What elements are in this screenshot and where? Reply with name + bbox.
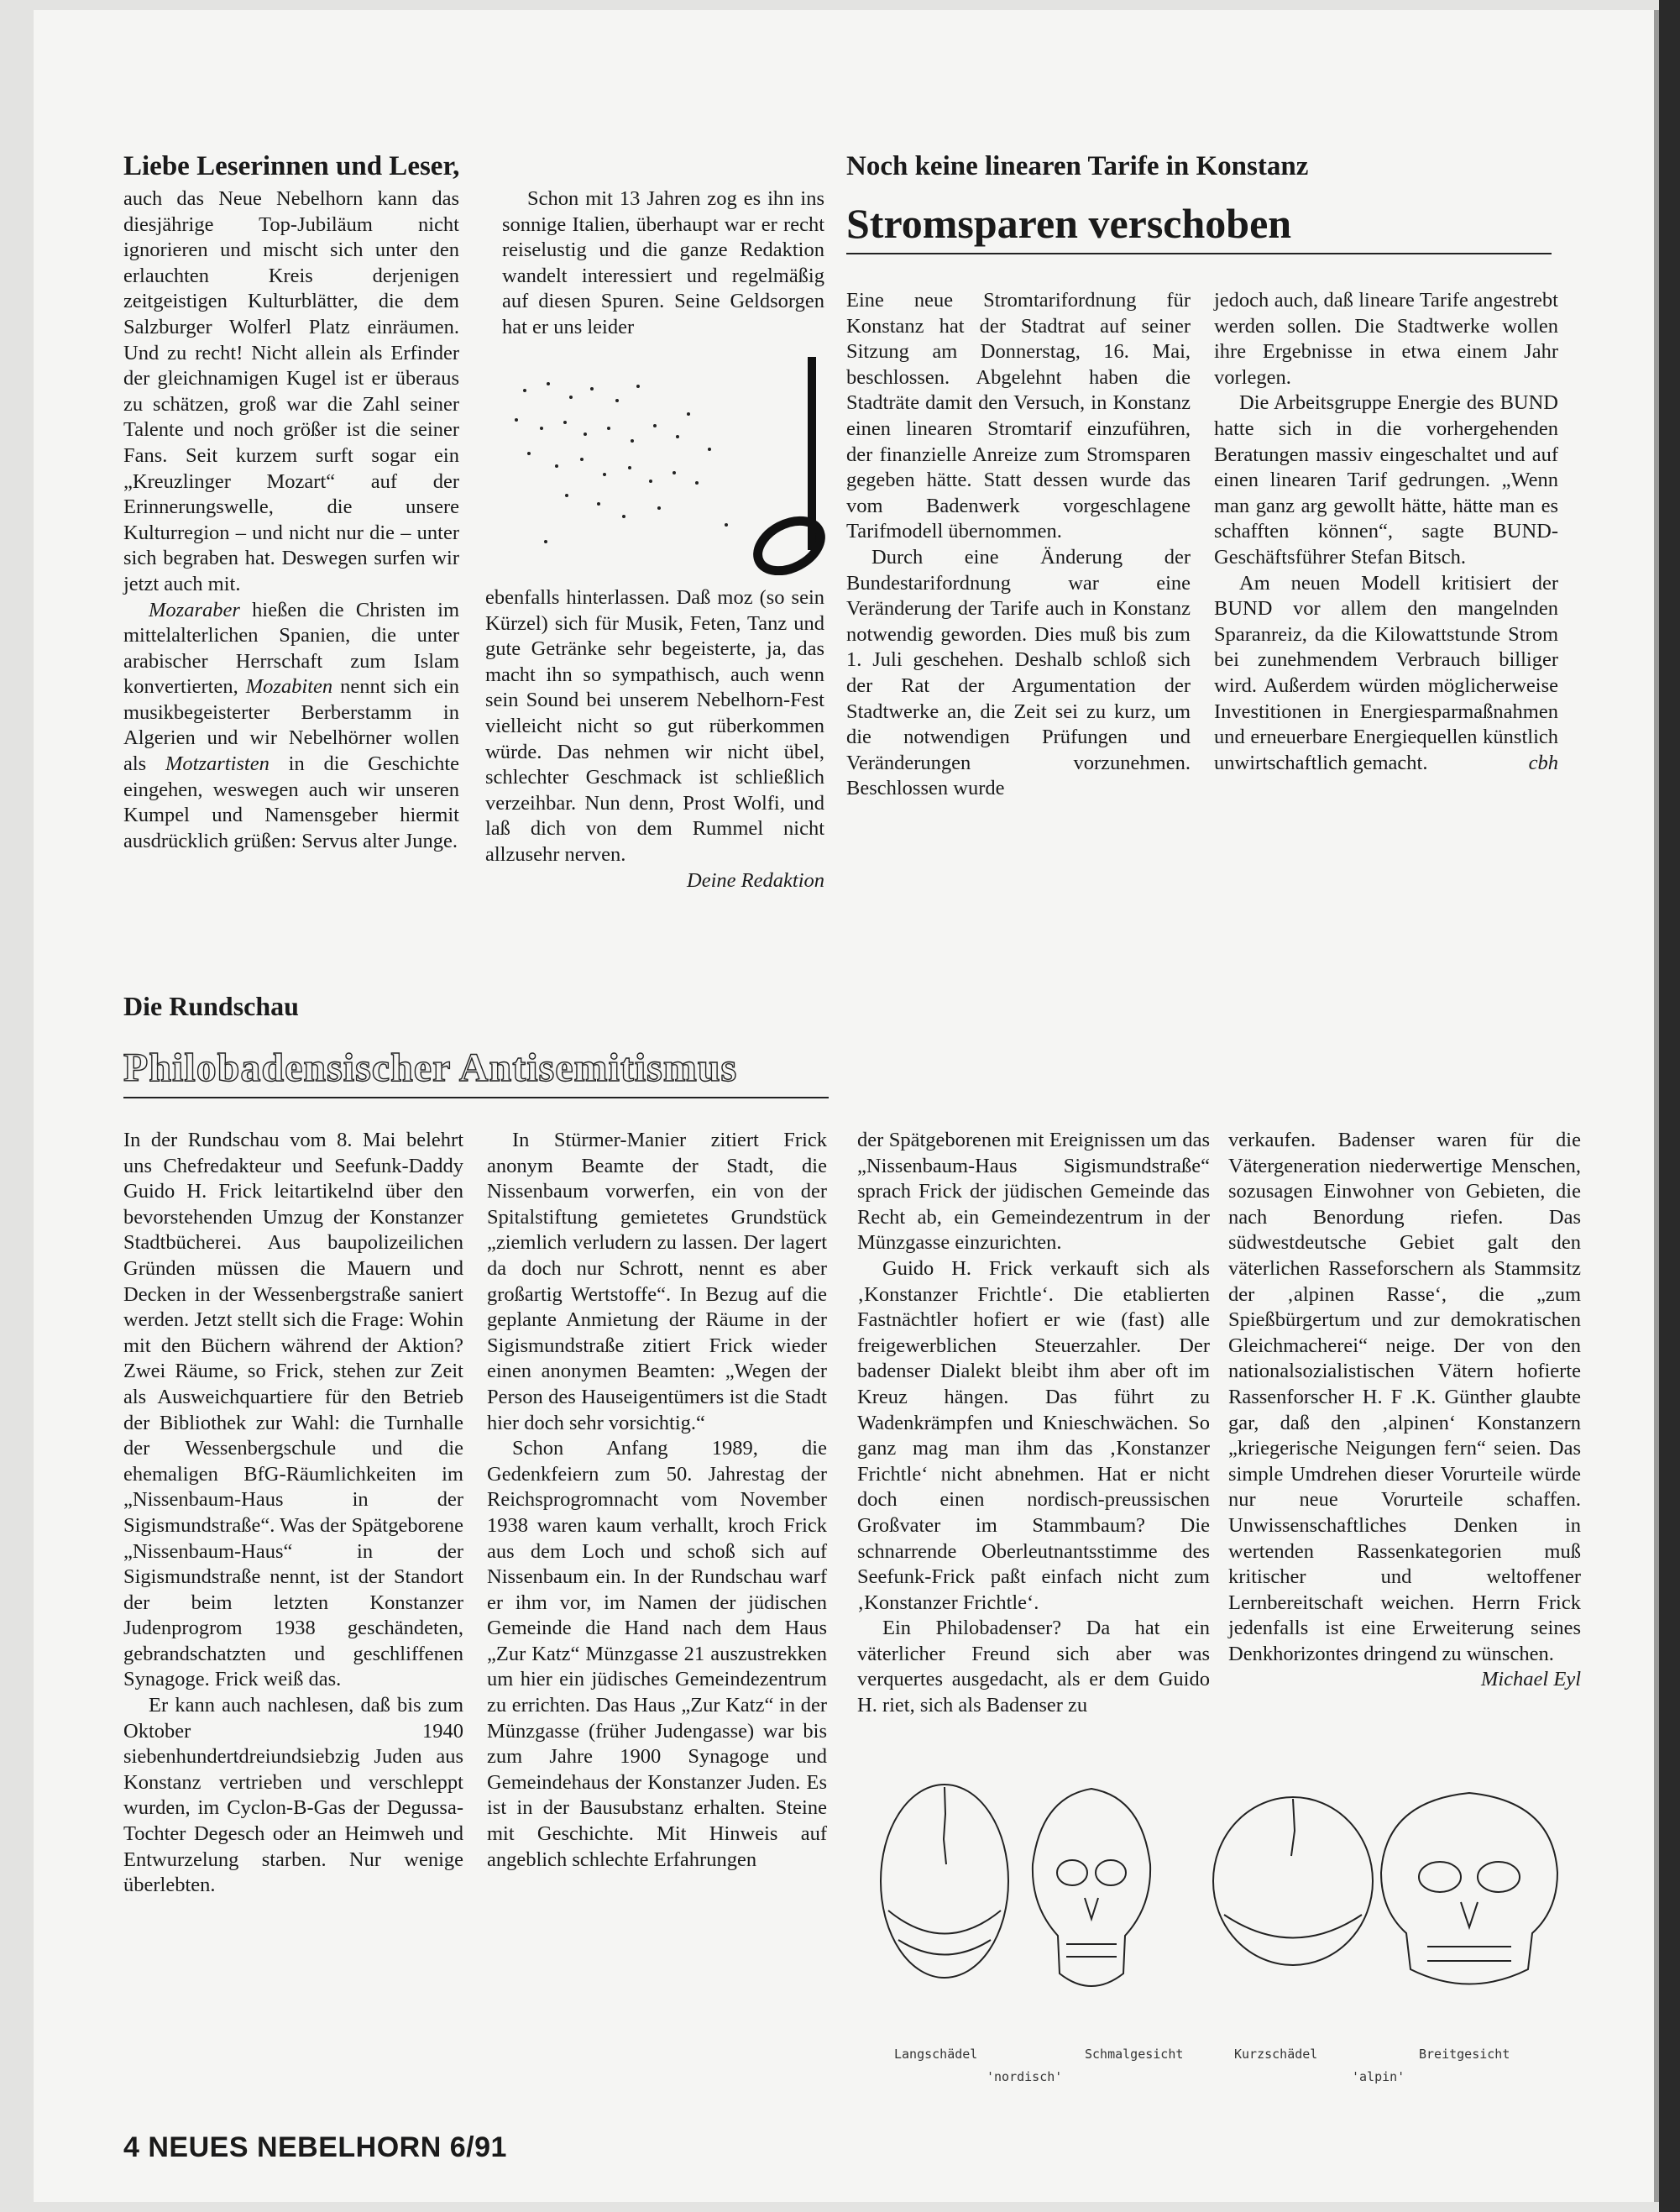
rundschau-title-rule [123,1097,829,1098]
skull-caption-2: Schmalgesicht [1085,2047,1184,2062]
strom-title-rule [846,253,1552,254]
skull-broad-face [1381,1793,1557,1984]
skull-short-back [1213,1797,1373,1965]
rundschau-column-4 [1228,1128,1581,1693]
letter-heading: Liebe Leserinnen und Leser, [123,151,460,181]
rundschau-paragraph: Ein Philobadenser? Da hat ein väterlicher Freund sich aber was verquertes ausgedacht, als er dem Guido H. riet, sich als Badenser zu [857,1617,1210,1717]
letter-paragraph: Schon mit 13 Jahren zog es ihn ins sonnige Italien, überhaupt war er recht reiselustig und die ganze Redaktion wandelt interessiert und regelmäßig auf diesen Spuren. Seine Geldsorgen hat er uns leider [502,187,824,338]
rundschau-paragraph: verkaufen. Badenser waren für die Vätergeneration niederwertige Menschen, sozusagen Einwohner von Gebieten, die nach Benordung riefen. Das südwestdeutsche Gebiet galt den väterlichen Rasseforschern als Stammsitz der ‚alpinen Rasse‘, die „zum Spießbürgertum und zur demokratischen Gleichmacherei“ neige. Der von den nationalsozialistischen Vätern hofierte Rassenforscher H. F .K. Günther glaubte gar, daß den ‚alpinen‘ Konstanzern „kriegerische Neigungen fern“ seien. Das simple Umdrehen dieser Vorurteile würde nur neue Vorurteile schaffen. Unwissenschaftliches Denken in wertenden Rassenkategorien muß kritischer und weltoffener Lernbereitschaft weichen. Herrn Frick jedenfalls ist eine Erweiterung seines Denkhorizontes dringend zu wünschen. Michael Eyl [1228,1128,1581,1667]
rundschau-kicker: Die Rundschau [123,991,299,1021]
music-note-illustration [483,349,835,575]
skull-sublabel-2: 'alpin' [1352,2069,1405,2084]
strom-paragraph: Am neuen Modell kritisiert der BUND vor allem den mangelnden Sparanreiz, da die Kilowattstunde Strom bei zunehmendem Verbrauch billiger wird. Außerdem würden möglicherweise Investitionen in Energiesparmaßnahmen und erneuerbare Energiequellen künstlich unwirtschaftlich gemacht. cbh [1214,571,1558,777]
strom-signature: cbh [1528,751,1558,774]
rundschau-paragraph: Er kann auch nachlesen, daß bis zum Oktober 1940 siebenhundertdreiundsiebzig Juden aus Konstanz vertrieben und verschleppt wurden, im Cyclon-B-Gas der Degussa-Tochter Degesch oder an Heimweh und Entwurzelung starben. Nur wenige überlebten. [123,1694,463,1897]
rundschau-title: Philobadensischer Antisemitismus [123,1046,738,1090]
rundschau-paragraph: der Spätgeborenen mit Ereignissen um das „Nissenbaum-Haus Sigismundstraße“ sprach Frick der jüdischen Gemeinde das Recht ab, ein Gemeindezentrum in der Münzgasse einzurichten. [857,1129,1210,1255]
letter-column-2-top [502,186,824,341]
letter-paragraph: ebenfalls hinterlassen. Daß moz (so sein Kürzel) sich für Musik, Feten, Tanz und gute Getränke sehr begeisterte, ja, das macht ihn so sympathisch, auch wenn sein Sound bei unserem Nebelhorn-Fest vielleicht nicht so gut rüberkommen würde. Das nehmen wir nicht übel, schlechter Geschmack ist schließlich verzeihbar. Nun denn, Prost Wolfi, und laß dich von dem Rummel nicht allzusehr nerven. [485,586,824,866]
rundschau-signature: Michael Eyl [1480,1668,1581,1691]
strom-paragraph: jedoch auch, daß lineare Tarife angestrebt werden sollen. Die Stadtwerke wollen ihre Ergebnisse in etwa einem Jahr vorlegen. [1214,289,1558,389]
skull-sublabel-1: 'nordisch' [987,2069,1063,2084]
scan-edge [1659,0,1680,2212]
rundschau-paragraph: Schon Anfang 1989, die Gedenkfeiern zum 50. Jahrestag der Reichsprogromnacht vom November 1938 waren kaum verhallt, kroch Frick aus dem Loch und schoß sich auf Nissenbaum ein. In der Rundschau warf er ihm vor, im Namen der jüdischen Gemeinde die Hand nach dem Haus „Zur Katz“ Münzgasse 21 auszustrekken um hier ein jüdisches Gemeindezentrum zu errichten. Das Haus „Zur Katz“ in der Münzgasse (früher Judengasse) war bis zum Jahre 1900 Synagoge und Gemeindehaus der Konstanzer Juden. Es ist in der Bausubstanz erhalten. Steine mit Geschichte. Mit Hinweis auf angeblich schlechte Erfahrungen [487,1437,827,1871]
skull-narrow-face [1033,1789,1150,1986]
letter-paragraph: auch das Neue Nebelhorn kann das diesjährige Top-Jubiläum nicht ignorieren und mischt sich unter den erlauchten Kreis derjenigen zeitgeistigen Kulturblätter, die dem Salzburger Wolferl Platz einräumen. Und zu recht! Nicht allein als Erfinder der gleichnamigen Kugel ist er überaus zu schätzen, groß war die Zahl seiner Talente und noch größer ist die seiner Fans. Seit kurzem surft sogar ein „Kreuzlinger Mozart“ auf der Erinnerungswelle, die unsere Kulturregion – und nicht nur die – unter sich begraben hat. Deswegen surfen wir jetzt auch mit. [123,187,459,595]
skull-illustration [865,1722,1587,2049]
strom-column-1 [846,288,1191,802]
strom-kicker: Noch keine linearen Tarife in Konstanz [846,151,1309,181]
letter-signature: Deine Redaktion [687,868,824,892]
letter-column-1 [123,186,459,854]
rundschau-paragraph: Guido H. Frick verkauft sich als ‚Konstanzer Frichtle‘. Die etablierten Fastnächtler hofiert er wie (fast) alle freigewerblichen Steuerzahler. Der badenser Dialekt bleibt ihm aber oft im Kreuz hängen. Das führt zu Wadenkrämpfen und Knieschwächen. So ganz mag man ihm das ‚Konstanzer Frichtle‘ nicht abnehmen. Hat er nicht doch einen nordisch-preussischen Großvater im Stammbaum? Die schnarrende Oberleutnantsstimme des Seefunk-Frick paßt einfach nicht zum ‚Konstanzer Frichtle‘. [857,1256,1210,1614]
page-footer: 4 NEUES NEBELHORN 6/91 [123,2131,507,2163]
skull-caption-3: Kurzschädel [1234,2047,1318,2062]
letter-paragraph: Mozaraber hießen die Christen im mittelalterlichen Spanien, die unter arabischer Herrschaft zum Islam konvertierten, Mozabiten nennt sich ein musikbegeisterter Berberstamm in Algerien und wir Nebelhörner wollen als Motzartisten in die Geschichte eingehen, weswegen auch wir unseren Kumpel und Namensgeber hiermit ausdrücklich grüßen: Servus alter Junge. [123,598,460,852]
strom-title: Stromsparen verschoben [846,200,1292,247]
rundschau-column-2 [487,1128,827,1873]
strom-paragraph: Die Arbeitsgruppe Energie des BUND hatte sich in die vorhergehenden Beratungen massiv eingeschaltet und auf einen linearen Tarif gedrungen. „Wenn man ganz arg gewollt hätte, hätte man es schafften können“, sagte BUND-Geschäftsführer Stefan Bitsch. [1214,391,1558,569]
skull-long-back [881,1785,1008,1978]
strom-paragraph: Eine neue Stromtarifordnung für Konstanz hat der Stadtrat auf seiner Sitzung am Donnerstag, 16. Mai, beschlossen. Abgelehnt haben die Stadträte damit den Versuch, in Konstanz einen linearen Stromtarif einzuführen, der finanzielle Anreize zum Stromsparen gegeben hätte. Statt dessen wurde das vom Badenwerk vorgeschlagene Tarifmodell übernommen. [846,289,1191,543]
rundschau-paragraph: In Stürmer-Manier zitiert Frick anonym Beamte der Stadt, die Nissenbaum vorwerfen, ein von der Spitalstiftung gemietetes Grundstück „ziemlich verludern zu lassen. Der lagert da doch nur Schrott, nennt es aber großartig Wertstoffe“. In Bezug auf die geplante Anmietung der Räume in der Sigismundstraße zitiert Frick wieder einen anonymen Beamten: „Wegen der Person des Hauseigentümers ist die Stadt hier doch sehr vorsichtig.“ [487,1129,827,1434]
rundschau-column-3 [857,1128,1210,1719]
strom-paragraph: Durch eine Änderung der Bundestarifordnung war eine Veränderung der Tarife auch in Konstanz notwendig geworden. Dies muß bis zum 1. Juli geschehen. Deshalb schloß sich der Rat der Argumentation der Stadtwerke an, die Zeit sei zu kurz, um die notwendigen Prüfungen und Veränderungen vorzunehmen. Beschlossen wurde [846,545,1191,800]
rundschau-column-1 [123,1128,463,1899]
rundschau-paragraph: In der Rundschau vom 8. Mai belehrt uns Chefredakteur und Seefunk-Daddy Guido H. Frick leitartikelnd über den bevorstehenden Umzug der Konstanzer Stadtbücherei. Aus baupolizeilichen Gründen müssen die Mauern und Decken in der Wessenbergstraße saniert werden. Jetzt stellt sich die Frage: Wohin mit den Büchern während der Aktion? Zwei Räume, so Frick, stehen zur Zeit als Ausweichquartiere für den Betrieb der Bibliothek zur Wahl: die Turnhalle der Wessenbergschule und die ehemaligen BfG-Räumlichkeiten im „Nissenbaum-Haus in der Sigismundstraße“. Was der Spätgeborene „Nissenbaum-Haus“ in der Sigismundstraße nennt, ist der Standort der beim letzten Konstanzer Judenprogrom 1938 geschändeten, gebrandschatzten und geschliffenen Synagoge. Frick weiß das. [123,1129,463,1691]
skull-caption-1: Langschädel [894,2047,978,2062]
strom-column-2 [1214,288,1558,776]
skull-caption-4: Breitgesicht [1419,2047,1510,2062]
letter-column-2-bottom [485,585,824,894]
